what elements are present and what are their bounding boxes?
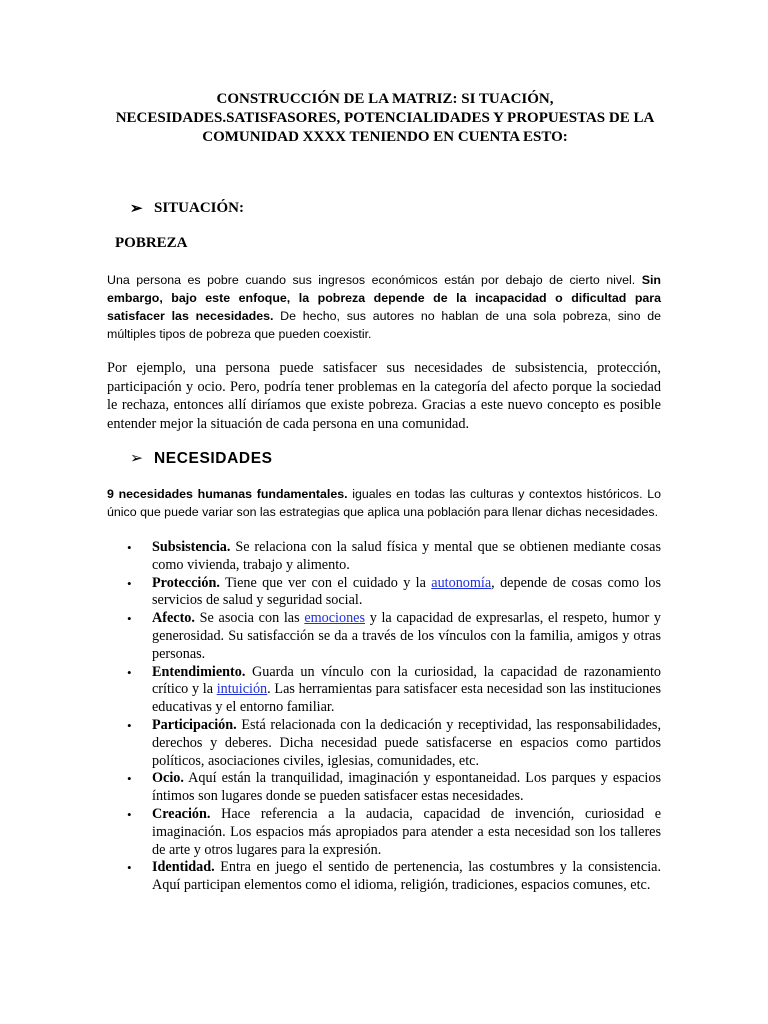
- need-term: Ocio.: [152, 770, 184, 787]
- document-title: [96, 90, 674, 147]
- bullet-icon: •: [127, 664, 132, 680]
- need-text: Está relacionada con la dedicación y receptividad, las responsabilidades, derechos y deberes. Dicha necesidad puede satisfacerse en espacios como partidos políticos, asociaciones civiles, iglesias, comunidades, etc.: [152, 716, 661, 769]
- arrow-bullet-icon: ➢: [130, 201, 143, 217]
- need-text: Se asocia con las: [194, 610, 305, 627]
- list-item: [127, 663, 661, 717]
- need-term: Protección.: [152, 574, 220, 591]
- section-situacion-heading: [130, 199, 244, 218]
- need-text: Entra en juego el sentido de pertenencia, las costumbres y la consistencia. Aquí participan elementos como el idioma, religión, tradiciones, espacios comunes, etc.: [152, 859, 661, 894]
- section-situacion-label: SITUACIÓN:: [154, 200, 245, 216]
- title-line-1: CONSTRUCCIÓN DE LA MATRIZ: SI TUACIÓN,: [216, 91, 554, 107]
- need-term: Creación.: [152, 805, 211, 822]
- need-text: . Las herramientas para satisfacer esta necesidad son las instituciones educativas y el entorno familiar.: [152, 681, 661, 716]
- need-text: y la capacidad de expresarlas, el respeto, humor y generosidad. Su satisfacción se da a través de los vínculos con la familia, amigos y otras personas.: [152, 610, 661, 662]
- link-emociones[interactable]: emociones: [304, 610, 365, 627]
- need-term: Participación.: [152, 716, 237, 733]
- title-line-3: COMUNIDAD XXXX TENIENDO EN CUENTA ESTO:: [202, 129, 568, 145]
- necesidades-intro: [107, 485, 661, 521]
- need-term: Identidad.: [152, 859, 215, 876]
- pobreza-heading: POBREZA: [115, 235, 188, 251]
- bullet-icon: •: [127, 771, 132, 787]
- title-line-2: NECESIDADES.SATISFASORES, POTENCIALIDADES Y PROPUESTAS DE LA: [115, 110, 655, 126]
- list-item: [127, 805, 661, 859]
- list-item: [127, 610, 661, 663]
- need-text: Aquí están la tranquilidad, imaginación y espontaneidad. Los parques y espacios íntimos son lugares donde se pueden satisfacer estas necesidades.: [152, 770, 661, 805]
- list-item: [127, 539, 661, 575]
- need-text: Hace referencia a la audacia, capacidad de invención, curiosidad e imaginación. Los espacios más apropiados para atender a esta necesidad son los talleres de arte y otros lugares para la expresión.: [152, 805, 661, 858]
- list-item: [127, 574, 662, 611]
- section-necesidades-label: NECESIDADES: [154, 449, 273, 467]
- need-text: , depende de cosas como los servicios de salud y seguridad social.: [152, 574, 662, 609]
- bullet-icon: •: [127, 575, 132, 591]
- necesidades-intro-bold: 9 necesidades humanas fundamentales.: [107, 487, 348, 501]
- need-text: Guarda un vínculo con la curiosidad, la capacidad de razonamiento crítico y la: [152, 663, 661, 698]
- arrow-bullet-icon: ➢: [130, 450, 144, 467]
- pobreza-p1-rest: De hecho, sus autores no hablan de una sola pobreza, sino de múltiples tipos de pobreza que pueden coexistir.: [107, 309, 661, 341]
- need-text: Se relaciona con la salud física y mental que se obtienen mediante cosas como vivienda, trabajo y alimento.: [152, 539, 661, 573]
- need-term: Afecto.: [152, 610, 195, 627]
- pobreza-p1-bold: Sin embargo, bajo este enfoque, la pobreza depende de la incapacidad o dificultad para satisfacer las necesidades.: [107, 273, 661, 323]
- section-necesidades-heading: [130, 449, 273, 468]
- needs-list: [127, 539, 662, 895]
- bullet-icon: •: [127, 611, 132, 627]
- need-text: Tiene que ver con el cuidado y la: [219, 574, 432, 591]
- bullet-icon: •: [127, 806, 132, 822]
- need-term: Subsistencia.: [152, 539, 231, 555]
- bullet-icon: •: [127, 717, 132, 733]
- list-item: [127, 716, 661, 770]
- pobreza-paragraph-2: Por ejemplo, una persona puede satisfacer sus necesidades de subsistencia, protección, participación y ocio. Pero, podría tener problemas en la categoría del afecto porque la sociedad le rechaza, entonces allí diríamos que existe pobreza. Gracias a este nuevo concepto es posible entender mejor la situación de cada persona en una comunidad.: [107, 360, 661, 432]
- need-term: Entendimiento.: [152, 663, 246, 680]
- necesidades-intro-rest: iguales en todas las culturas y contextos históricos. Lo único que puede variar son las estrategias que aplica una población para llenar dichas necesidades.: [107, 487, 661, 519]
- pobreza-p1-intro: Una persona es pobre cuando sus ingresos económicos están por debajo de cierto nivel.: [107, 273, 642, 287]
- link-autonomia[interactable]: autonomía: [431, 574, 492, 591]
- list-item: [127, 770, 661, 806]
- pobreza-paragraph-1: [107, 271, 661, 343]
- bullet-icon: •: [127, 860, 132, 876]
- list-item: [127, 859, 661, 895]
- bullet-icon: •: [127, 540, 132, 555]
- link-intuicion[interactable]: intuición: [216, 681, 268, 698]
